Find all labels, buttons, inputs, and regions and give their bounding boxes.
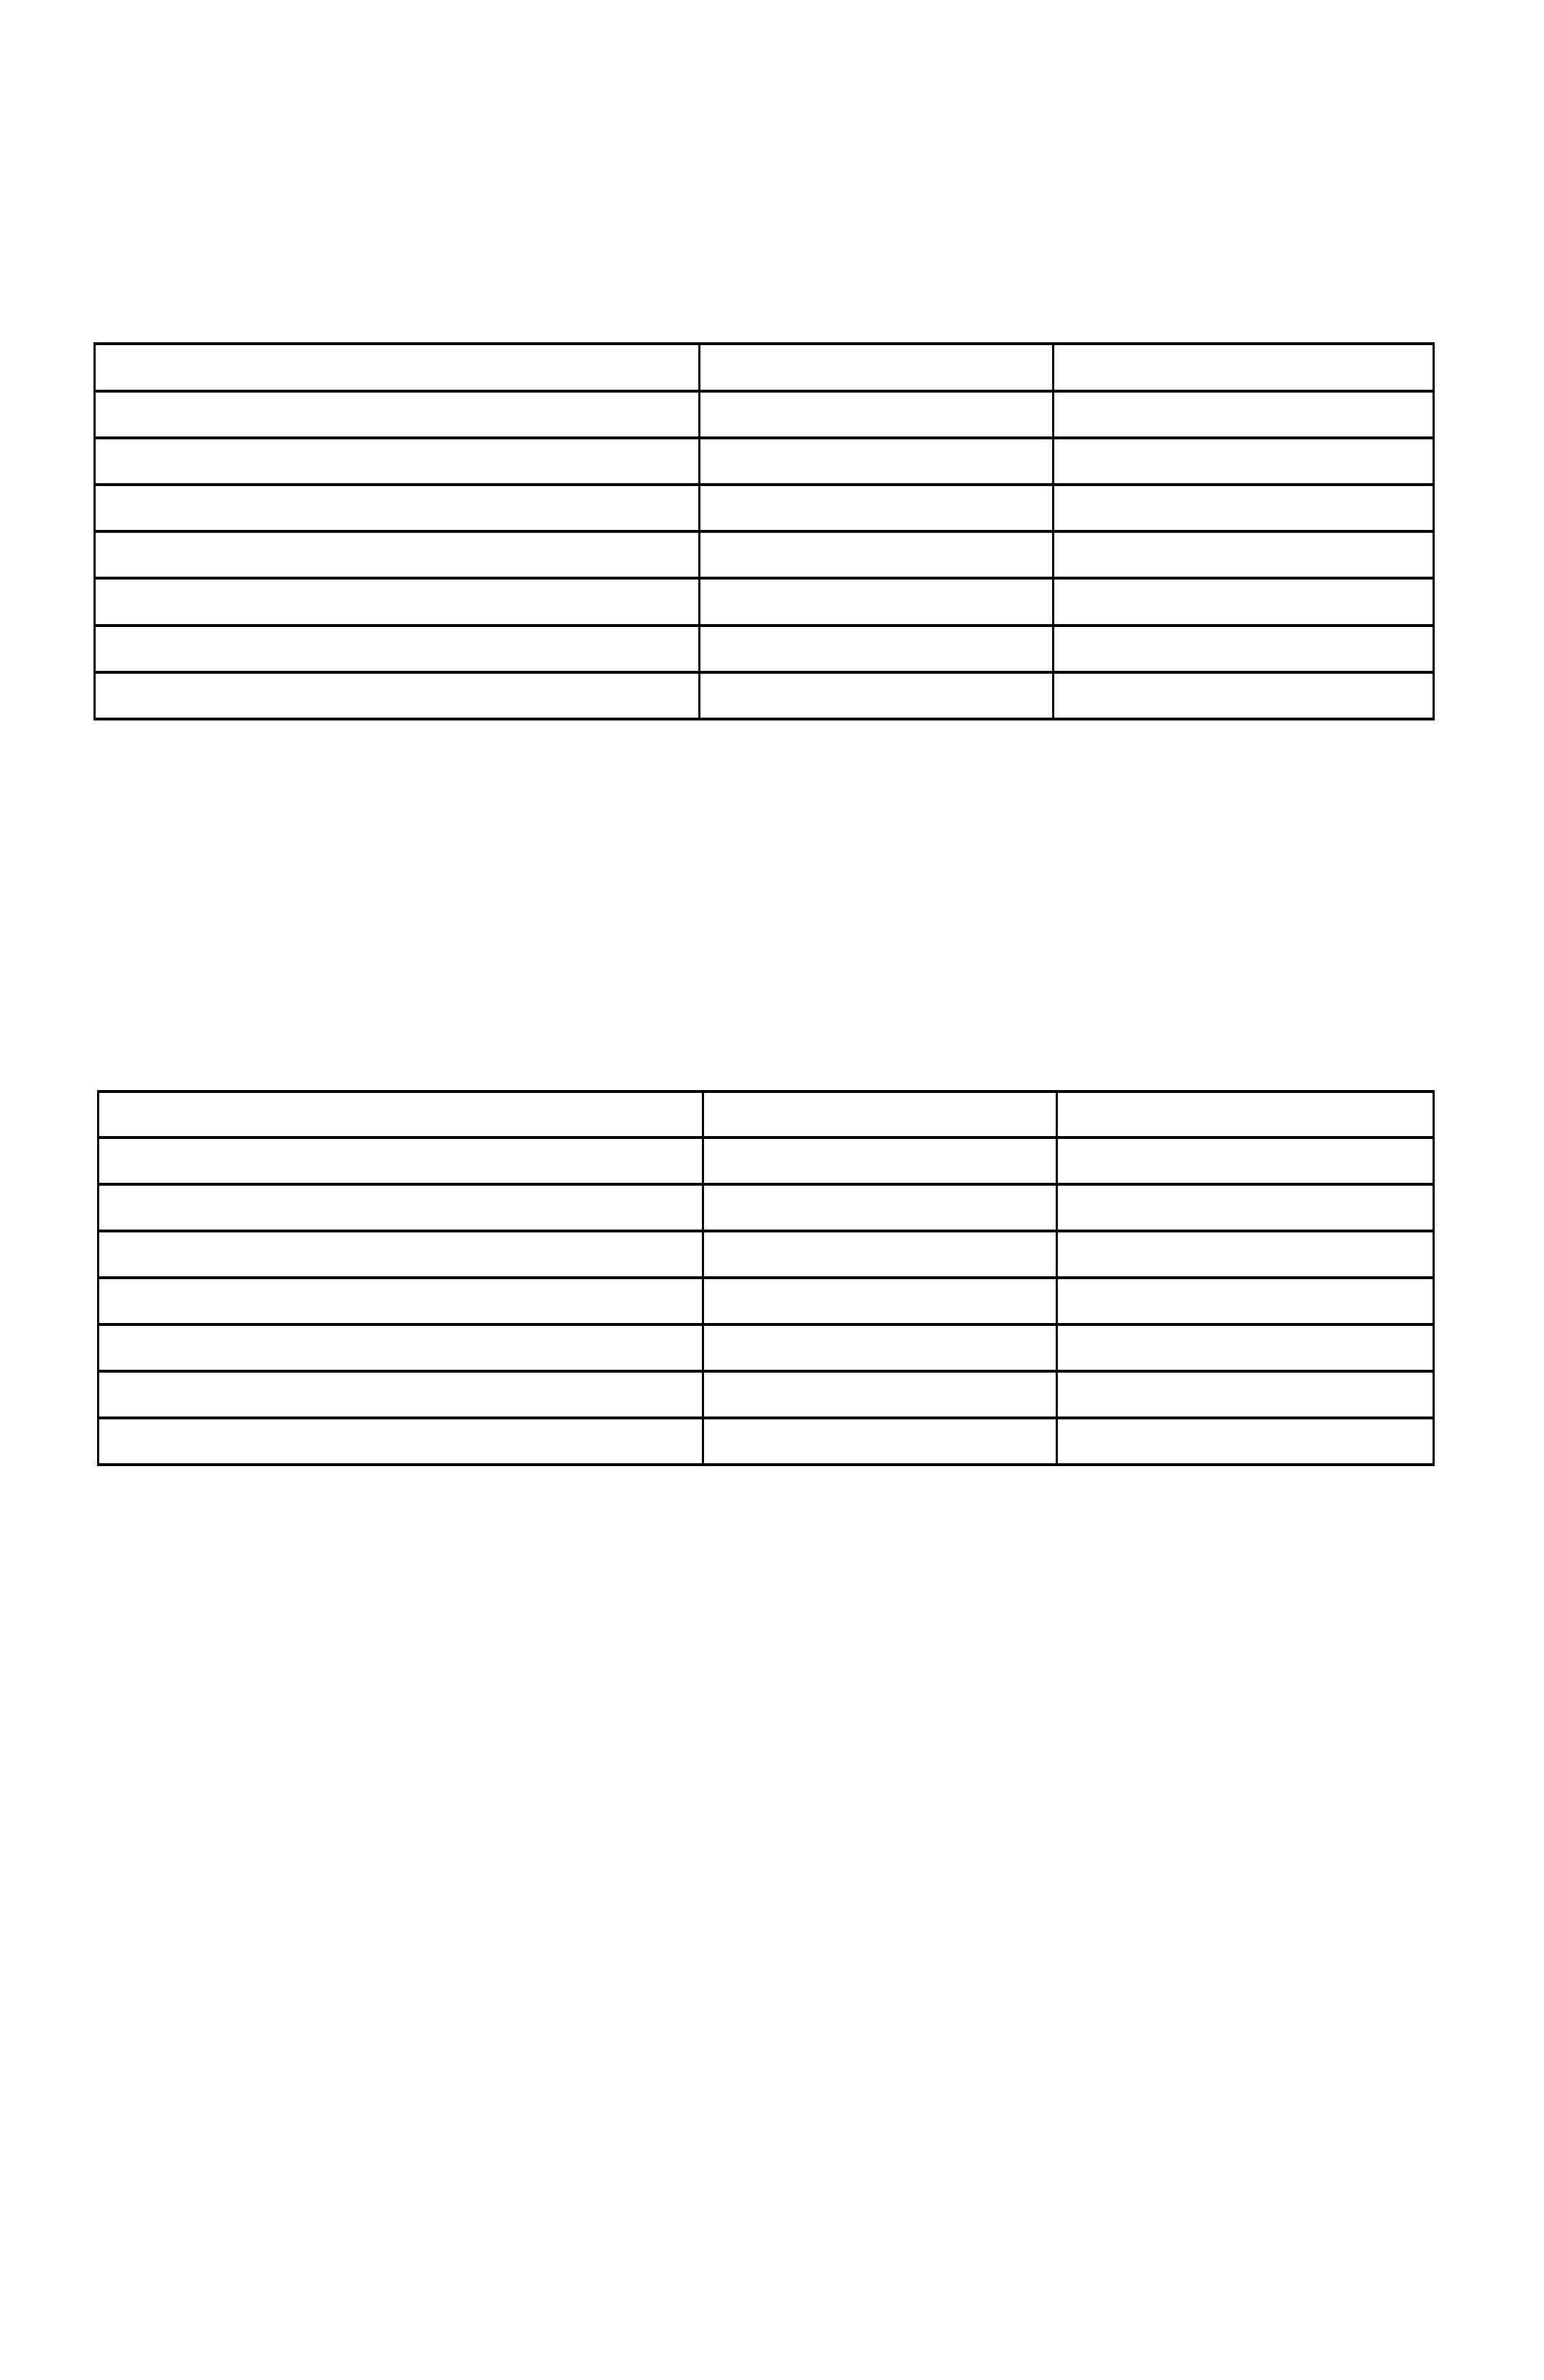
- room-name: [95, 672, 700, 719]
- table-row: [99, 1231, 1434, 1278]
- header-rooms: [99, 1091, 703, 1138]
- downstairs-cell[interactable]: [1056, 1138, 1433, 1184]
- upstairs-cell[interactable]: [703, 1231, 1056, 1278]
- downstairs-cell[interactable]: [1056, 1278, 1433, 1324]
- room-name: [95, 626, 700, 672]
- upstairs-cell[interactable]: [699, 438, 1053, 485]
- downstairs-cell[interactable]: [1053, 485, 1433, 531]
- room-name: [95, 578, 700, 626]
- rooms-table-russian: [97, 1090, 1435, 1466]
- table-row: [99, 1138, 1434, 1184]
- downstairs-cell[interactable]: [1053, 391, 1433, 438]
- downstairs-cell[interactable]: [1053, 531, 1433, 578]
- table-row: [99, 1418, 1434, 1465]
- rooms-table-english: [93, 342, 1435, 720]
- downstairs-cell[interactable]: [1053, 626, 1433, 672]
- header-upstairs: [703, 1091, 1056, 1138]
- room-name: [99, 1278, 703, 1324]
- upstairs-cell[interactable]: [699, 531, 1053, 578]
- header-downstairs: [1053, 344, 1433, 391]
- table-row: [95, 438, 1434, 485]
- upstairs-cell[interactable]: [699, 391, 1053, 438]
- room-name: [95, 391, 700, 438]
- room-name: [99, 1231, 703, 1278]
- header-downstairs: [1056, 1091, 1433, 1138]
- upstairs-cell[interactable]: [699, 626, 1053, 672]
- table-header-row: [99, 1091, 1434, 1138]
- table-row: [99, 1278, 1434, 1324]
- upstairs-cell[interactable]: [699, 578, 1053, 626]
- downstairs-cell[interactable]: [1053, 578, 1433, 626]
- table-row: [95, 578, 1434, 626]
- upstairs-cell[interactable]: [699, 672, 1053, 719]
- downstairs-cell[interactable]: [1056, 1324, 1433, 1371]
- upstairs-cell[interactable]: [703, 1371, 1056, 1418]
- room-name: [99, 1184, 703, 1231]
- header-upstairs: [699, 344, 1053, 391]
- upstairs-cell[interactable]: [699, 485, 1053, 531]
- room-name: [95, 485, 700, 531]
- table-row: [99, 1184, 1434, 1231]
- table-row: [95, 485, 1434, 531]
- upstairs-cell[interactable]: [703, 1418, 1056, 1465]
- upstairs-cell[interactable]: [703, 1278, 1056, 1324]
- upstairs-cell[interactable]: [703, 1184, 1056, 1231]
- table-row: [99, 1371, 1434, 1418]
- table-row: [95, 391, 1434, 438]
- room-name: [99, 1371, 703, 1418]
- downstairs-cell[interactable]: [1056, 1231, 1433, 1278]
- room-name: [99, 1418, 703, 1465]
- table-row: [95, 531, 1434, 578]
- table-header-row: [95, 344, 1434, 391]
- downstairs-cell[interactable]: [1053, 672, 1433, 719]
- table-row: [95, 626, 1434, 672]
- room-name: [95, 438, 700, 485]
- room-name: [99, 1324, 703, 1371]
- upstairs-cell[interactable]: [703, 1138, 1056, 1184]
- room-name: [95, 531, 700, 578]
- upstairs-cell[interactable]: [703, 1324, 1056, 1371]
- header-rooms: [95, 344, 700, 391]
- table-row: [99, 1324, 1434, 1371]
- downstairs-cell[interactable]: [1056, 1371, 1433, 1418]
- room-name: [99, 1138, 703, 1184]
- downstairs-cell[interactable]: [1056, 1418, 1433, 1465]
- downstairs-cell[interactable]: [1056, 1184, 1433, 1231]
- table-row: [95, 672, 1434, 719]
- downstairs-cell[interactable]: [1053, 438, 1433, 485]
